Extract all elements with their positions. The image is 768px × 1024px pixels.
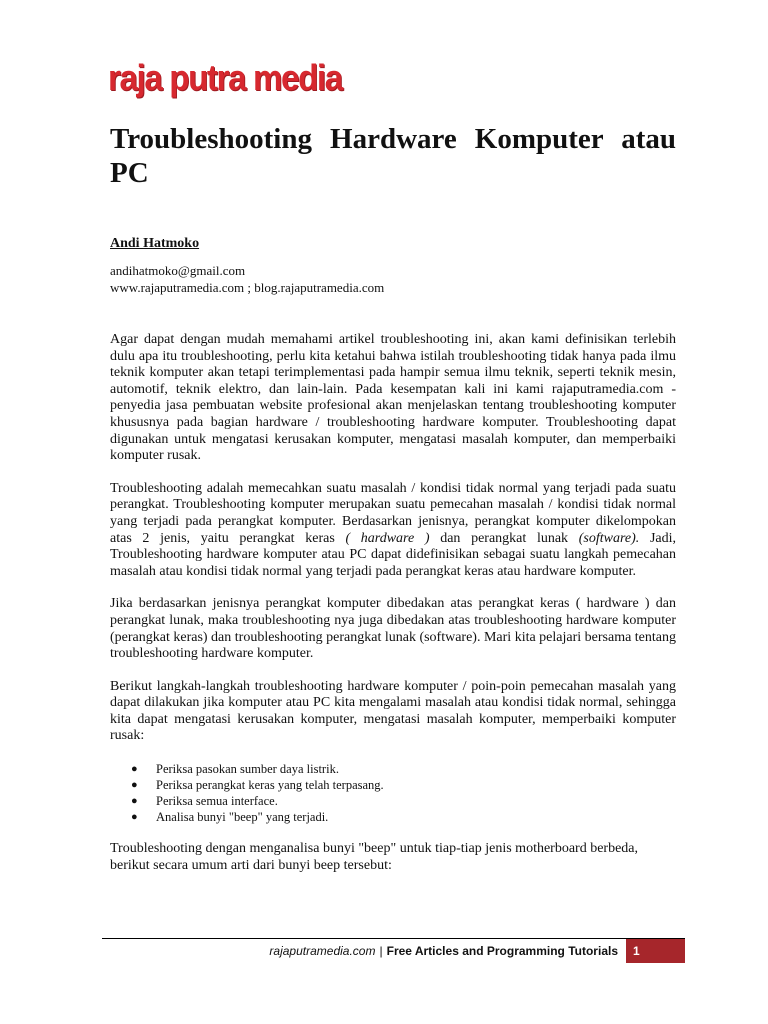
steps-list	[110, 761, 676, 825]
paragraph-steps-intro: Berikut langkah-langkah troubleshooting hardware komputer / poin-poin pemecahan masalah yang dapat dilakukan jika komputer atau PC kita mengalami masalah atau kondisi tidak normal, sehingga kita dapat mengatasi kerusakan komputer, mengatasi masalah komputer, memperbaiki komputer rusak:	[110, 678, 676, 744]
list-item-text: Periksa perangkat keras yang telah terpasang.	[156, 778, 384, 793]
paragraph-beep: Troubleshooting dengan menganalisa bunyi "beep" untuk tiap-tiap jenis motherboard berbeda, berikut secara umum arti dari bunyi beep tersebut:	[110, 841, 639, 873]
list-item	[131, 777, 676, 793]
brand-logo: raja putra media	[108, 57, 342, 98]
software-term: (software).	[578, 530, 640, 546]
list-item-text: Analisa bunyi "beep" yang terjadi.	[156, 810, 329, 825]
list-item-text: Periksa pasokan sumber daya listrik.	[156, 762, 339, 777]
footer-site: rajaputramedia.com	[269, 944, 376, 958]
article-title: Troubleshooting Hardware Komputer atau PC	[110, 123, 676, 189]
hardware-term: ( hardware )	[345, 530, 430, 546]
footer-text	[269, 943, 618, 959]
bullet-icon: ●	[131, 779, 138, 792]
author-contact	[110, 262, 384, 296]
list-item	[131, 809, 676, 825]
bullet-icon: ●	[131, 763, 138, 776]
page-number-badge: 1	[626, 939, 685, 963]
list-item	[131, 761, 676, 777]
footer-separator: |	[379, 944, 383, 958]
paragraph-definition-part: dan perangkat lunak	[429, 530, 579, 546]
author-email: andihatmoko@gmail.com	[110, 263, 246, 278]
list-item-text: Periksa semua interface.	[156, 794, 278, 809]
author-name: Andi Hatmoko	[110, 236, 200, 251]
article-body	[110, 332, 676, 890]
author-websites: www.rajaputramedia.com ; blog.rajaputramedia.com	[110, 280, 385, 295]
paragraph-intro: Agar dapat dengan mudah memahami artikel troubleshooting ini, akan kami definisikan terlebih dulu apa itu troubleshooting, perlu kita ketahui bahwa istilah troubleshooting tidak hanya pada ilmu teknik komputer akan tetapi terimplementasi pada hampir semua ilmu teknik, seperti teknik mesin, automotif, teknik elektro, dan lain-lain. Pada kesempatan kali ini kami rajaputramedia.com - penyedia jasa pembuatan website profesional akan menjelaskan tentang troubleshooting komputer khususnya pada bagian hardware / troubleshooting hardware komputer. Troubleshooting dapat digunakan untuk mengatasi kerusakan komputer, mengatasi masalah komputer, dan memperbaiki komputer rusak.	[110, 332, 676, 464]
paragraph-definition	[110, 481, 676, 581]
paragraph-definition-part: Jadi, Troubleshooting hardware komputer atau PC dapat didefinisikan sebagai suatu langkah pemecahan masalah atau kondisi tidak normal yang terjadi pada perangkat keras atau hardware komputer.	[110, 530, 677, 579]
bullet-icon: ●	[131, 795, 138, 808]
footer-tagline: Free Articles and Programming Tutorials	[386, 944, 618, 958]
paragraph-definition-part: Troubleshooting adalah memecahkan suatu masalah / kondisi tidak normal yang terjadi pada suatu perangkat. Troubleshooting komputer merupakan suatu pemecahan masalah / kondisi tidak normal yang terjadi pada perangkat komputer. Berdasarkan jenisnya, perangkat komputer dikelompokan atas 2 jenis, yaitu perangkat keras	[110, 480, 676, 546]
list-item	[131, 793, 676, 809]
paragraph-types: Jika berdasarkan jenisnya perangkat komputer dibedakan atas perangkat keras ( hardware ) dan perangkat lunak, maka troubleshooting nya juga dibedakan atas troubleshooting hardware komputer (perangkat keras) dan troubleshooting perangkat lunak (software). Mari kita pelajari bersama tentang troubleshooting hardware komputer.	[110, 596, 677, 662]
footer-divider	[102, 938, 685, 939]
bullet-icon: ●	[131, 811, 138, 824]
